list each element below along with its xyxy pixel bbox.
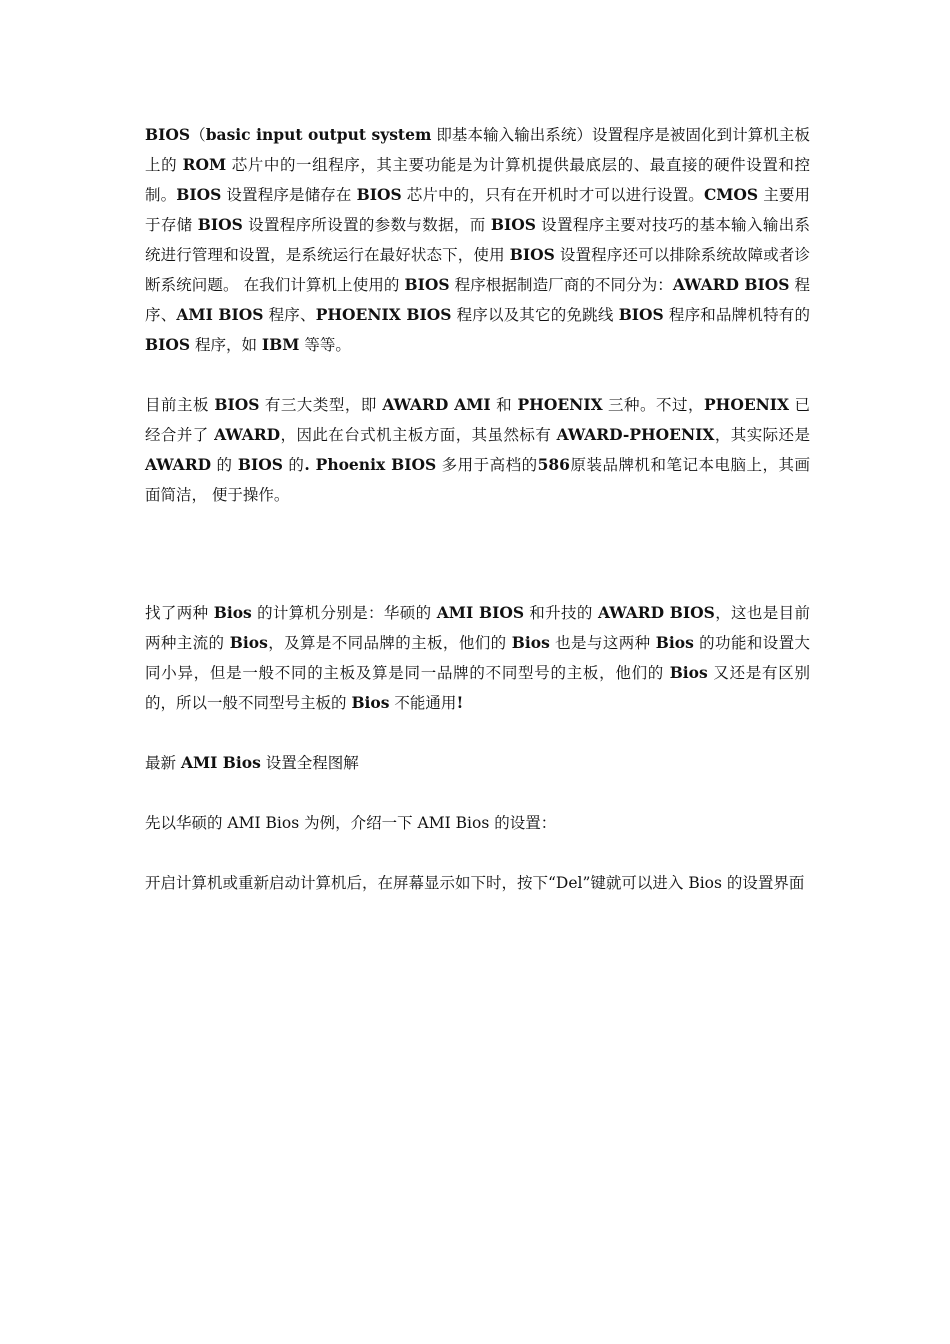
bold-run: BIOS (509, 245, 555, 264)
paragraph-asus-example (145, 808, 810, 838)
text-run: 芯片中的，只有在开机时才可以进行设置。 (401, 186, 704, 204)
text-run: 设置程序主要对技巧的基本输入输出系统进行管理和设置，是系统运行在最好状态下，使用 (145, 216, 810, 264)
text-run: 程序和品牌机特有的 (663, 306, 810, 324)
text-run: （ (190, 126, 206, 144)
text-run: ，其实际还是 (714, 426, 810, 444)
bold-run: AWARD AMI (382, 395, 491, 414)
bold-run: Bios (229, 633, 268, 652)
bold-run: AMI BIOS (176, 305, 264, 324)
paragraph-bios-intro (145, 120, 810, 360)
text-run: 设置程序是储存在 (221, 186, 357, 204)
text-run: 设置程序所设置的参数与数据，而 (242, 216, 491, 234)
text-run: 和升技的 (524, 604, 599, 622)
text-run: 又还是有区别的，所以一般不同型号主板的 (145, 664, 810, 712)
text-run: 程序，如 (190, 336, 262, 354)
bold-run: AWARD-PHOENIX (556, 425, 715, 444)
bold-run: AWARD BIOS (598, 603, 715, 622)
bold-run: BIOS (145, 335, 191, 354)
bold-run: BIOS (618, 305, 664, 324)
bold-run: BIOS (197, 215, 243, 234)
text-run: 开启计算机或重新启动计算机后，在屏幕显示如下时，按下“Del”键就可以进入 Bios 的设置界面 (145, 874, 805, 892)
bold-run: PHOENIX (704, 395, 790, 414)
text-run: 程序根据制造厂商的不同分为： (449, 276, 673, 294)
bold-run: BIOS (176, 185, 222, 204)
text-run: 原装品牌机和笔记本电脑上，其画面简洁， 便于操作。 (145, 456, 810, 504)
text-run: 设置全程图解 (260, 754, 359, 772)
bold-run: PHOENIX (517, 395, 603, 414)
bold-run: 586 (537, 455, 570, 474)
text-run: 程序、 (263, 306, 316, 324)
text-run: ，这也是目前两种主流的 (145, 604, 810, 652)
bold-run: ! (456, 693, 464, 712)
text-run: 设置程序还可以排除系统故障或者诊断系统问题。 在我们计算机上使用的 (145, 246, 810, 294)
bold-run: AMI Bios (180, 753, 261, 772)
text-run: 多用于高档的 (436, 456, 538, 474)
text-run: ，因此在台式机主板方面，其虽然标有 (280, 426, 557, 444)
paragraph-bios-types (145, 390, 810, 510)
bold-run: ROM (182, 155, 227, 174)
bold-run: BIOS (404, 275, 450, 294)
section-heading-ami-bios (145, 748, 810, 778)
text-run: 的功能和设置大同小异，但是一般不同的主板及算是同一品牌的不同型号的主板，他们的 (145, 634, 810, 682)
bold-run: Bios (351, 693, 390, 712)
bold-run: BIOS (490, 215, 536, 234)
bold-run: Bios (655, 633, 694, 652)
text-run: 芯片中的一组程序，其主要功能是为计算机提供最底层的、最直接的硬件设置和控制。 (145, 156, 810, 204)
text-run: 找了两种 (145, 604, 214, 622)
text-run: 已经合并了 (145, 396, 811, 444)
text-run: ，及算是不同品牌的主板，他们的 (267, 634, 512, 652)
text-run: 也是与这两种 (549, 634, 656, 652)
bold-run: PHOENIX BIOS (315, 305, 452, 324)
text-run: 主要用于存储 (145, 186, 810, 234)
bold-run: Bios (669, 663, 708, 682)
text-run: 不能通用 (389, 694, 457, 712)
bold-run: CMOS (703, 185, 759, 204)
paragraph-two-bios-computers (145, 598, 810, 718)
text-run: 最新 (145, 754, 181, 772)
bold-run: BIOS (214, 395, 260, 414)
bold-run: BIOS (356, 185, 402, 204)
text-run: 的 (282, 456, 305, 474)
bold-run: AWARD (214, 425, 281, 444)
text-run: 有三大类型，即 (259, 396, 383, 414)
bold-run: Bios (511, 633, 550, 652)
text-run: 的计算机分别是：华硕的 (251, 604, 437, 622)
text-run: 的 (211, 456, 238, 474)
bold-run: BIOS (145, 125, 191, 144)
paragraph-enter-bios (145, 868, 810, 898)
bold-run: . Phoenix BIOS (304, 455, 437, 474)
text-run: 程序以及其它的免跳线 (451, 306, 619, 324)
text-run: 三种。不过， (602, 396, 705, 414)
bold-run: IBM (261, 335, 300, 354)
text-run: 等等。 (299, 336, 351, 354)
text-run: 程序、 (145, 276, 810, 324)
text-run: 先以华硕的 AMI Bios 为例，介绍一下 AMI Bios 的设置： (145, 814, 557, 832)
bold-run: AWARD (145, 455, 212, 474)
text-run: 即基本输入输出系统）设置程序是被固化到计算机主板上的 (145, 126, 810, 174)
bold-run: Bios (213, 603, 252, 622)
bold-run: basic input output system (205, 125, 432, 144)
text-run: 和 (490, 396, 518, 414)
bold-run: AWARD BIOS (672, 275, 790, 294)
text-run: 目前主板 (145, 396, 215, 414)
bold-run: BIOS (237, 455, 283, 474)
bold-run: AMI BIOS (436, 603, 525, 622)
